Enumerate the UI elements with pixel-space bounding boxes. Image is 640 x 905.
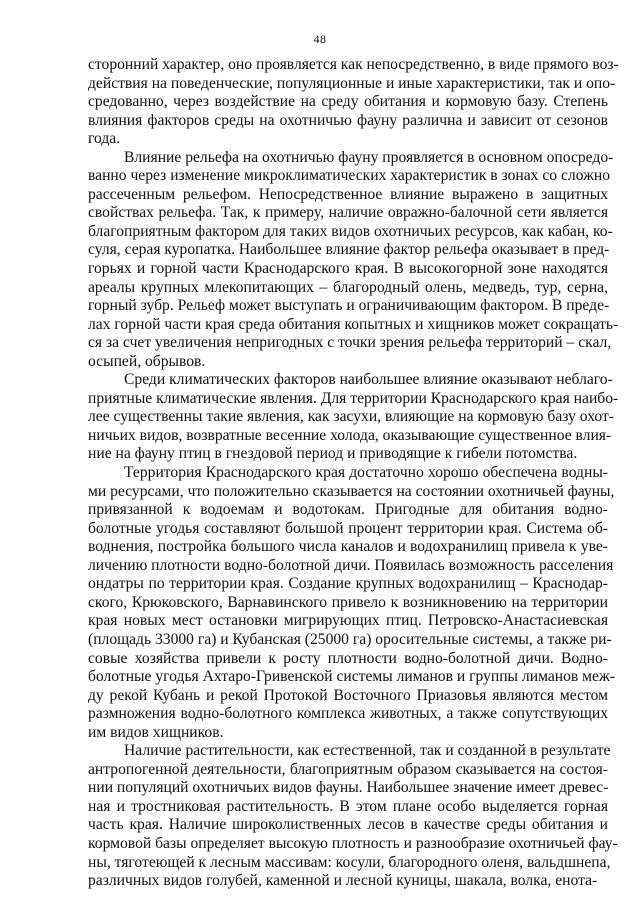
text-line: края новых мест остановки мигрирующих птиц. Петровско-Анастасиевская — [88, 612, 608, 630]
text-line: ванно через изменение микроклиматических характеристик в зонах со сложно — [88, 167, 611, 185]
text-line: лах горной части края среда обитания копытных и хищников может сокращать- — [88, 315, 619, 333]
text-line: Среди климатических факторов наибольшее влияние оказывают неблаго- — [124, 371, 613, 389]
text-line: кормовой базы определяет высокую плотность и разнообразие охотничьей фау- — [88, 834, 618, 852]
text-line: ду рекой Кубань и рекой Протокой Восточного Приазовья являются местом — [88, 686, 608, 704]
text-line: рассеченным рельефом. Непосредственное влияние выражено в защитных — [88, 185, 608, 203]
text-line: Влияние рельефа на охотничью фауну проявляется в основном опосредо- — [124, 148, 614, 166]
paragraph — [88, 742, 618, 890]
text-line: года. — [88, 130, 121, 148]
text-line: сторонний характер, оно проявляется как непосредственно, в виде прямого воз- — [88, 56, 619, 73]
text-line: ондатры по территории края. Создание крупных водохранилищ – Краснодар- — [88, 575, 608, 593]
text-line: (площадь 33000 га) и Кубанская (25000 га) оросительные системы, а также ри- — [88, 630, 612, 648]
text-line: лее существенны такие явления, как засухи, влияющие на кормовую базу охот- — [88, 408, 614, 426]
text-line: Наличие растительности, как естественной, так и созданной в результате — [124, 742, 611, 760]
text-line: свойствах рельефа. Так, к примеру, наличие овражно-балочной сети является — [88, 204, 608, 222]
text-line: часть края. Наличие широколиственных лесов в качестве среды обитания и — [88, 816, 608, 834]
text-line: действия на поведенческие, популяционные и иные характеристики, так и опо- — [88, 74, 616, 92]
text-line: привязанной к водоемам и водотокам. Пригодные для обитания водно- — [88, 501, 608, 519]
text-line: совые хозяйства привели к росту плотности водно-болотной дичи. Водно- — [88, 649, 608, 667]
text-line: ная и тростниковая растительность. В этом плане особо выделяется горная — [88, 797, 608, 815]
paragraph — [88, 148, 619, 372]
text-line: личению плотности водно-болотной дичи. Появилась возможность расселения — [88, 556, 614, 574]
paragraph — [88, 371, 619, 464]
text-line: ничьих видов, возвратные весенние холода, оказывающие существенное влия- — [88, 426, 612, 444]
text-line: осыпей, обрывов. — [88, 352, 206, 370]
text-line: ареалы крупных млекопитающих – благородный олень, медведь, тур, серна, — [88, 278, 608, 296]
text-line: ны, тяготеющей к лесным массивам: косули, благородного оленя, вальдшнепа, — [88, 853, 611, 871]
text-line: ского, Крюковского, Варнавинского привело к возникновению на территории — [88, 593, 608, 611]
text-line: влияния факторов среды на охотничью фауну различна и зависит от сезонов — [88, 111, 608, 129]
text-line: благоприятным фактором для таких видов охотничьих ресурсов, как кабан, ко- — [88, 222, 613, 240]
page-number: 48 — [313, 32, 327, 46]
text-line: средованно, через воздействие на среду обитания и кормовую базу. Степень — [88, 93, 608, 111]
text-line: различных видов голубей, каменной и лесной куницы, шакала, волка, енота- — [88, 872, 598, 890]
text-line: им видов хищников. — [88, 723, 224, 741]
text-line: воднения, постройка большого числа каналов и водохранилищ привела к уве- — [88, 538, 608, 556]
text-line: болотные угодья Ахтаро-Гривенской системы лиманов и группы лиманов меж- — [88, 668, 615, 686]
paragraph — [88, 464, 615, 742]
text-line: нии популяций охотничьих видов фауны. Наибольшее значение имеет древес- — [88, 779, 609, 797]
text-line: горьях и горной части Краснодарского края. В высокогорной зоне находятся — [88, 260, 608, 278]
body-text — [88, 56, 619, 891]
text-line: приятные климатические явления. Для территории Краснодарского края наибо- — [88, 389, 619, 407]
text-line: ние на фауну птиц в гнездовой период и приводящие к гибели потомства. — [88, 445, 578, 463]
text-line: размножения водно-болотного комплекса животных, а также сопутствующих — [88, 705, 608, 723]
paragraph — [88, 56, 619, 149]
text-line: ся за счет увеличения непригодных с точки зрения рельефа территорий – скал, — [88, 334, 612, 352]
text-line: суля, серая куропатка. Наибольшее влияние фактор рельефа оказывает в пред- — [88, 241, 610, 259]
text-line: ми ресурсами, что положительно сказывается на состоянии охотничьей фауны, — [88, 482, 615, 500]
text-line: антропогенной деятельности, благоприятным образом сказывается на состоя- — [88, 760, 608, 778]
text-line: Территория Краснодарского края достаточно хорошо обеспечена водны- — [124, 464, 608, 482]
text-line: болотные угодья составляют большой процент территории края. Система об- — [88, 519, 608, 537]
text-line: горный зубр. Рельеф может выступать и ограничивающим фактором. В преде- — [88, 297, 610, 315]
